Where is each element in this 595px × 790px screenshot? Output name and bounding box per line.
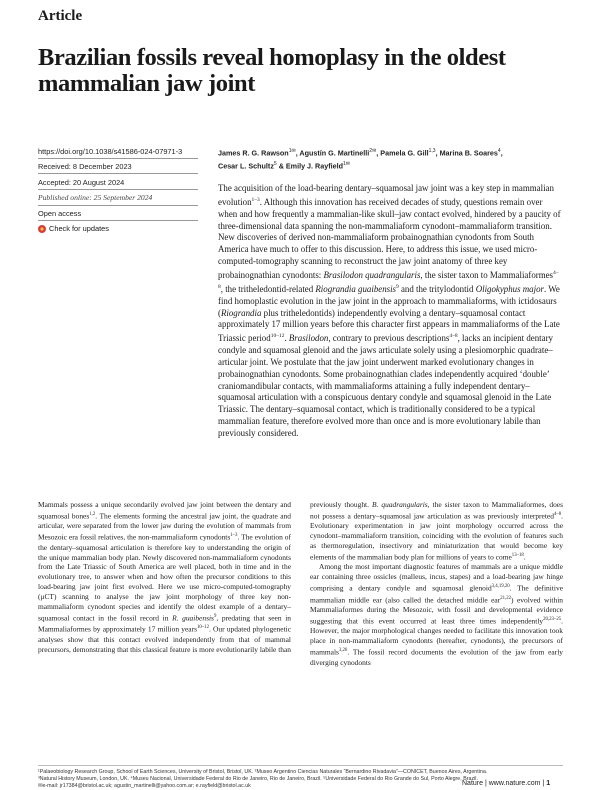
affiliation-line: ¹Palaeobiology Research Group, School of Earth Sciences, University of Bristol, Bristol, UK. ²Museo Argentino Ciencias Naturales “Bernardino Rivadavia”—CONICET, Buenos Aires, Argentina. — [38, 769, 488, 775]
journal-site-link[interactable]: www.nature.com — [488, 780, 541, 787]
open-access-label: Open access — [38, 209, 82, 218]
check-for-updates-button[interactable] — [38, 224, 109, 233]
body-column-left — [38, 500, 291, 655]
divider — [38, 205, 198, 206]
crossmark-icon — [38, 225, 46, 233]
body-paragraph: Mammals possess a unique secondarily evolved jaw joint between the dentary and squamosal bones$^{1,2}$. The elements forming the ancestral jaw joint, the quadrate and articular, were separated from the lower jaw during the evolution of mammals from Mesozoic era fossil relatives, the non-mammaliaform cynodonts$^{1-3}$. The evolution of the dentary–squamosal articulation is therefore key to understanding the origin of the unique mammalian body plan. Newly discovered non-mammaliaform cynodonts from the Late Triassic of South America are well placed, both in time and in the evolutionary tree, to answer when and how often the precursor conditions to this load-bearing jaw joint first evolved. Here we use micro-computed-tomography (μCT) scanning to analyse the jaw joint morphology of three key non-mammaliaform cynodont species and identify the oldest example of a dentary–squamosal contact in the fossil record in R. guaibensis$^9$, predating that seen in Mammaliaformes by approximately 17 million years$^{10-12}$. Our updated phylogenetic analyses show that this contact evolved independently from that of mammal precursors, demonstrating that this classical feature is more evolutionarily labile than — [38, 500, 292, 654]
email-line[interactable]: ✉e-mail: jr17384@bristol.ac.uk; agustin_martinelli@yahoo.com.ar; e.rayfield@bristol.ac.uk — [38, 783, 251, 789]
author-name[interactable]: Cesar L. Schultz — [218, 161, 274, 171]
received-date: Received: 8 December 2023 — [38, 162, 132, 171]
body-paragraph: previously thought. B. quadrangularis, the sister taxon to Mammaliaformes, does not possess a dentary–squamosal jaw articulation as was previously interpreted$^{4-8}$. Evolutionary experimentation in jaw joint morphology occurred across the cynodont–mammaliaform transition, coinciding with the evolution of features such as thermoregulation, insectivory and miniaturization that would become key elements of the mammalian body plan for millions of years to come$^{13-18}$. — [310, 500, 563, 562]
divider — [38, 220, 198, 221]
abstract: The acquisition of the load-bearing dentary–squamosal jaw joint was a key step in mammalian evolution$^{1-3}$. Although this innovation has received decades of study, questions remain over when and how frequently a mammalian-like skull–jaw contact evolved, hindered by a paucity of three-dimensional data spanning the non-mammaliaform cynodont–mammaliaform transition. New discoveries of derived non-mammaliaform probainognathian cynodonts from South America have much to offer to this discussion. Here, to address this issue, we used micro-computed-tomography scanning to reconstruct the jaw joint anatomy of three key probainognathian cynodonts: Brasilodon quadrangularis, the sister taxon to Mammaliaformes$^{4-8}$, the tritheledontid-related Riograndia guaibensis$^9$ and the tritylodontid Oligokyphus major. We find homoplastic evolution in the jaw joint in the approach to mammaliaforms, with ictidosaurs (Riograndia plus tritheledontids) independently evolving a dentary–squamosal contact approximately 17 million years before this character first appears in mammaliaforms of the Late Triassic period$^{10-12}$. Brasilodon, contrary to previous descriptions$^{4-8}$, lacks an incipient dentary condyle and squamosal glenoid and the jaws articulate solely using a plesiomorphic quadrate–articular joint. We postulate that the jaw joint underwent marked evolutionary changes in probainognathian cynodonts. Some probainognathian clades independently acquired ‘double’ craniomandibular contacts, with mammaliaforms attaining a fully independent dentary–squamosal articulation with a conspicuous dentary condyle and squamosal glenoid in the Late Triassic. The dentary–squamosal contact, which is traditionally considered to be a typical mammalian feature, therefore evolved more than once and is more evolutionary labile than previously considered. — [218, 183, 561, 439]
author-name[interactable]: James R. G. Rawson — [218, 148, 289, 158]
body-paragraph: Among the most important diagnostic features of mammals are a unique middle ear containing three ossicles (malleus, incus, stapes) and a load-bearing jaw hinge comprising a dentary condyle and squamosal glenoid$^{3,4,19,20}$. The definitive mammalian middle ear (also called the detached middle ear$^{21,22}$) evolved within Mammaliaformes during the Mesozoic, with fossil and developmental evidence suggesting that this event occurred at least three times independently$^{20,23-25}$. However, the major morphological changes needed to facilitate this innovation took place in non-mammaliaform cynodonts (hereafter, cynodonts), the precursors of mammals$^{3,26}$. The fossil record documents the evolution of the jaw from early diverging cynodonts — [310, 562, 564, 667]
page-number: 1 — [546, 780, 551, 787]
author-name[interactable]: , Marina B. Soares — [435, 148, 498, 158]
doi-link[interactable]: https://doi.org/10.1038/s41586-024-07971-3 — [38, 147, 183, 156]
body-column-right — [310, 500, 563, 667]
accepted-date: Accepted: 20 August 2024 — [38, 178, 125, 187]
journal-name: Nature — [462, 780, 484, 787]
author-name[interactable]: & Emily J. Rayfield — [276, 161, 344, 171]
page-footer: Nature | www.nature.com | 1 — [462, 780, 551, 787]
divider — [38, 158, 198, 159]
divider — [38, 173, 198, 174]
divider — [38, 189, 198, 190]
affiliation-line: ³Natural History Museum, London, UK. ⁴Museu Nacional, Universidade Federal do Rio de Janeiro, Rio de Janeiro, Brazil. ⁵Universidade Federal do Rio Grande do Sul, Porto Alegre, Brazil. — [38, 776, 478, 782]
published-date: Published online: 25 September 2024 — [38, 193, 153, 202]
author-list: James R. G. Rawson$^{1✉}$, Agustín G. Martinelli$^{2✉}$, Pamela G. Gill$^{1,3}$, Marina B. Soares$^4$, Cesar L. Schultz$^5$ & Emily J. Rayfield$^{1✉}$ — [218, 148, 503, 171]
author-name[interactable]: , Pamela G. Gill — [376, 148, 429, 158]
article-type-label: Article — [38, 8, 83, 24]
article-title: Brazilian fossils reveal homoplasy in the oldest mammalian jaw joint — [38, 44, 506, 97]
footnote-divider — [38, 765, 563, 766]
author-name[interactable]: , Agustín G. Martinelli — [295, 148, 370, 158]
check-for-updates-label: Check for updates — [49, 224, 109, 233]
